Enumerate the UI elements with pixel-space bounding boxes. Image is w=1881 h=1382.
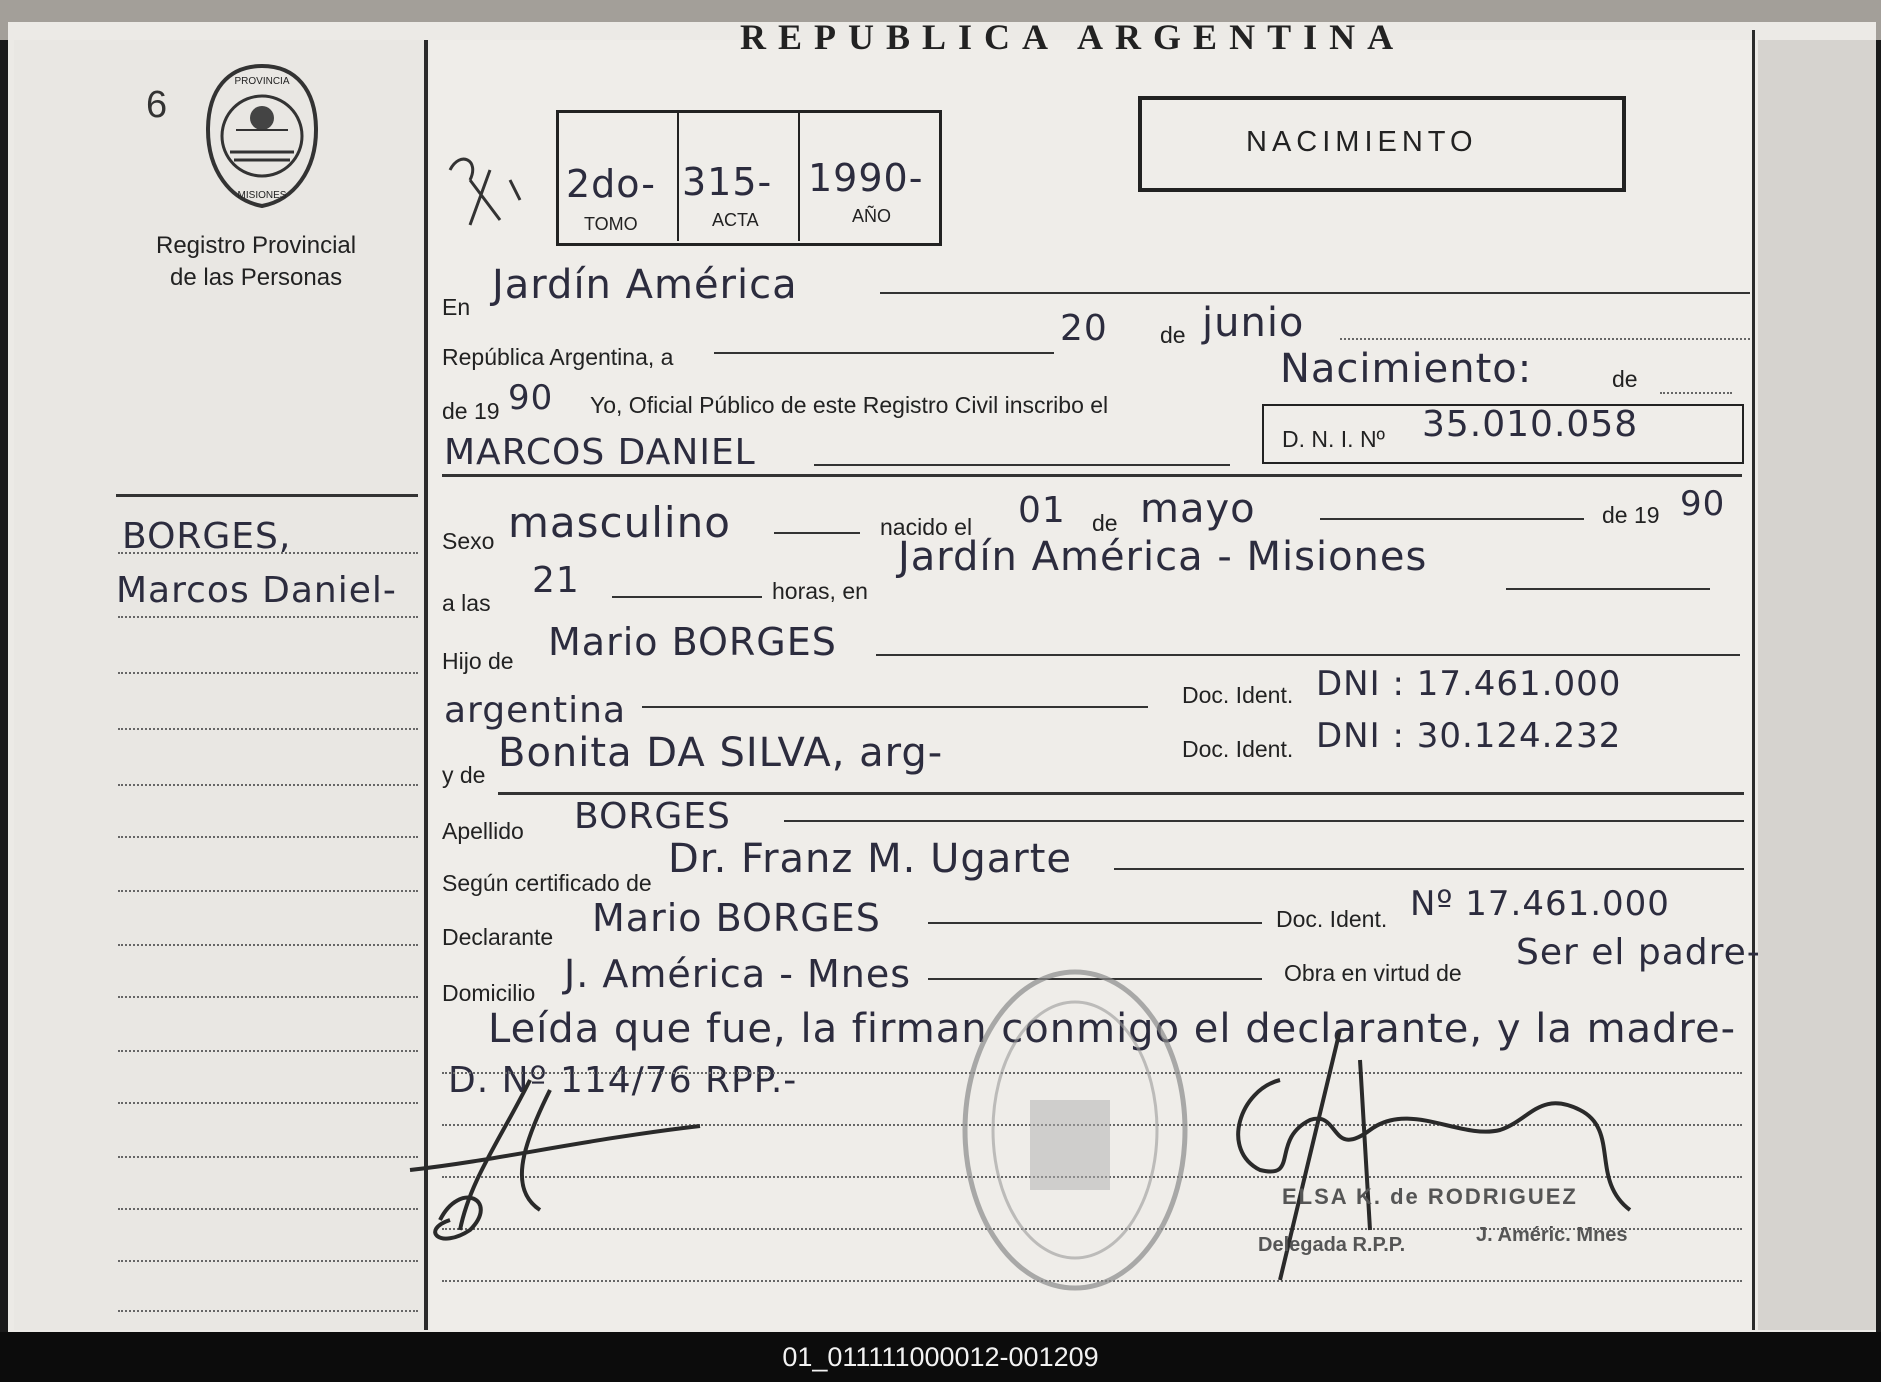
margin-ruled-line xyxy=(118,836,418,838)
margin-ruled-line xyxy=(118,1260,418,1262)
field-nombre: MARCOS DANIEL xyxy=(444,432,756,473)
record-type-title: NACIMIENTO xyxy=(1246,126,1478,158)
next-page-edge xyxy=(1758,40,1876,1330)
label-y-de: y de xyxy=(442,762,486,788)
label-en: En xyxy=(442,294,471,320)
registry-line1: Registro Provincial xyxy=(156,232,357,259)
field-observaciones-1: Leída que fue, la firman conmigo el declarante, y la madre- xyxy=(488,1006,1737,1052)
registry-line2: de las Personas xyxy=(170,264,343,291)
line xyxy=(1660,392,1732,394)
field-anio-nacimiento: 90 xyxy=(1680,484,1726,524)
label-a-las: a las xyxy=(442,590,491,616)
label-de19: de 19 xyxy=(442,398,500,424)
image-id-footer: 01_011111000012-001209 xyxy=(0,1332,1881,1382)
field-mes-nacimiento: mayo xyxy=(1140,486,1256,532)
field-padre-nacionalidad: argentina xyxy=(444,690,627,731)
label-dni: D. N. I. Nº xyxy=(1282,426,1385,452)
field-acto: Nacimiento: xyxy=(1280,346,1533,392)
provincial-seal-icon xyxy=(198,60,326,210)
line xyxy=(880,292,1750,294)
line xyxy=(1320,518,1584,520)
margin-name-line2: Marcos Daniel- xyxy=(116,570,397,611)
line xyxy=(774,532,860,534)
stamp-name: ELSA K. de RODRIGUEZ xyxy=(1282,1184,1578,1209)
label-de-tail: de xyxy=(1612,366,1638,392)
record-box-divider xyxy=(798,113,800,241)
margin-name-line1: BORGES, xyxy=(122,516,292,557)
label-doc-ident-madre: Doc. Ident. xyxy=(1182,736,1294,762)
line xyxy=(642,706,1148,708)
acta-value: 315- xyxy=(682,160,773,204)
margin-ruled-line xyxy=(118,890,418,892)
anio-value: 1990- xyxy=(808,156,924,200)
field-anio-inscripcion: 90 xyxy=(508,378,554,418)
page-right-border xyxy=(1752,30,1755,1330)
section-divider xyxy=(442,474,1742,477)
field-dni: 35.010.058 xyxy=(1422,404,1639,445)
label-doc-ident-padre: Doc. Ident. xyxy=(1182,682,1294,708)
label-declarante: Declarante xyxy=(442,924,554,950)
field-mes-inscripcion: junio xyxy=(1202,300,1305,346)
tomo-label: TOMO xyxy=(584,214,638,234)
margin-ruled-line xyxy=(118,1050,418,1052)
tomo-value: 2do- xyxy=(566,162,656,206)
margin-ruled-line xyxy=(118,996,418,998)
field-declarante: Mario BORGES xyxy=(592,896,881,940)
margin-ruled-line xyxy=(118,1310,418,1312)
field-dia-nacimiento: 01 xyxy=(1018,490,1066,531)
field-declarante-doc: Nº 17.461.000 xyxy=(1410,884,1670,924)
margin-ruled-line xyxy=(118,672,418,674)
label-obra: Obra en virtud de xyxy=(1284,960,1462,986)
field-observaciones-2: D. Nº 114/76 RPP.- xyxy=(448,1060,798,1101)
line xyxy=(612,596,762,598)
label-apellido: Apellido xyxy=(442,818,524,844)
field-padre: Mario BORGES xyxy=(548,620,837,664)
signature-left-icon xyxy=(380,1060,720,1250)
label-rep-arg: República Argentina, a xyxy=(442,344,674,370)
margin-ruled-line xyxy=(118,1208,418,1210)
label-segun-certificado: Según certificado de xyxy=(442,870,652,896)
margin-ruled-line xyxy=(118,728,418,730)
line xyxy=(814,464,1230,466)
stamp-location: J. Améric. Mnes xyxy=(1476,1224,1628,1246)
acta-label: ACTA xyxy=(712,210,759,230)
label-yo-oficial: Yo, Oficial Público de este Registro Civil inscribo el xyxy=(590,392,1109,418)
line xyxy=(1340,338,1750,340)
field-domicilio: J. América - Mnes xyxy=(564,952,912,996)
margin-ruled-line xyxy=(118,784,418,786)
official-stamp-icon xyxy=(960,960,1200,1300)
field-obra: Ser el padre- xyxy=(1516,932,1761,973)
label-doc-ident-declarante: Doc. Ident. xyxy=(1276,906,1388,932)
field-lugar-nacimiento: Jardín América - Misiones xyxy=(898,534,1428,580)
label-de: de xyxy=(1160,322,1186,348)
seal-bottom-text: MISIONES xyxy=(237,190,287,201)
rubric-mark-icon xyxy=(440,140,540,230)
margin-divider xyxy=(116,494,418,497)
margin-ruled-line xyxy=(118,616,418,618)
seal-top-text: PROVINCIA xyxy=(234,76,290,87)
field-lugar: Jardín América xyxy=(492,262,798,308)
label-sexo: Sexo xyxy=(442,528,495,554)
label-domicilio: Domicilio xyxy=(442,980,536,1006)
stamp-title: Delegada R.P.P. xyxy=(1258,1234,1406,1256)
label-de-19b: de 19 xyxy=(1602,502,1660,528)
line xyxy=(1506,588,1710,590)
section-divider xyxy=(498,792,1744,795)
margin-ruled-line xyxy=(118,1102,418,1104)
line xyxy=(928,922,1262,924)
page-number: 6 xyxy=(146,84,168,126)
country-heading: REPUBLICA ARGENTINA xyxy=(740,17,1406,57)
field-certificado: Dr. Franz M. Ugarte xyxy=(668,836,1072,882)
line xyxy=(714,352,1054,354)
record-box-divider xyxy=(677,113,679,241)
field-madre-doc: DNI : 30.124.232 xyxy=(1316,716,1622,756)
field-hora: 21 xyxy=(532,560,580,601)
margin-ruled-line xyxy=(118,552,418,554)
line xyxy=(1114,868,1744,870)
field-madre: Bonita DA SILVA, arg- xyxy=(498,730,944,776)
label-hijo-de: Hijo de xyxy=(442,648,514,674)
anio-label: AÑO xyxy=(852,206,892,226)
label-de-mid: de xyxy=(1092,510,1118,536)
line xyxy=(876,654,1740,656)
line xyxy=(784,820,1744,822)
field-apellido: BORGES xyxy=(574,796,731,837)
field-padre-doc: DNI : 17.461.000 xyxy=(1316,664,1622,704)
margin-ruled-line xyxy=(118,944,418,946)
field-sexo: masculino xyxy=(508,498,731,547)
label-horas-en: horas, en xyxy=(772,578,868,604)
field-dia-inscripcion: 20 xyxy=(1060,308,1108,349)
label-nacido-el: nacido el xyxy=(880,514,973,540)
margin-ruled-line xyxy=(118,1156,418,1158)
